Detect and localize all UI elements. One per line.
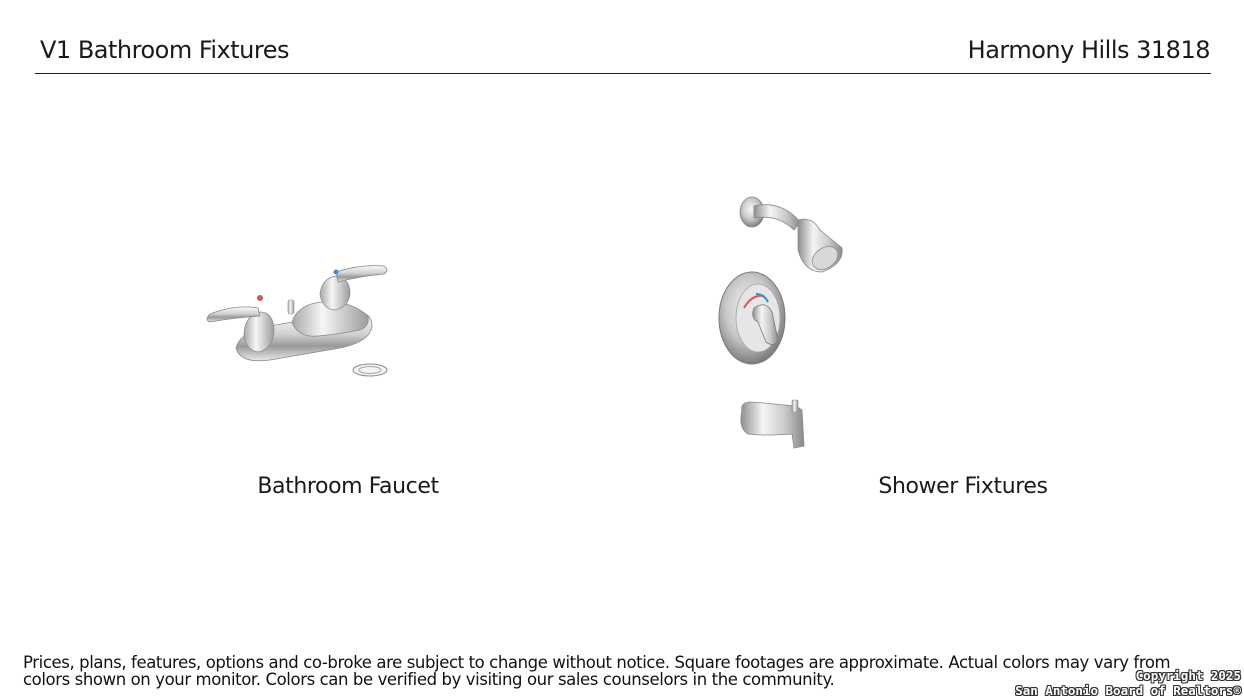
page-title: V1 Bathroom Fixtures [40, 36, 289, 64]
fixture-caption-faucet: Bathroom Faucet [257, 474, 439, 499]
fixture-caption-shower: Shower Fixtures [878, 474, 1048, 499]
community-label: Harmony Hills 31818 [967, 36, 1210, 64]
shower-fixtures-image [712, 190, 852, 452]
bathroom-faucet-image [200, 260, 395, 382]
header-divider [35, 73, 1211, 74]
disclaimer-text: Prices, plans, features, options and co-broke are subject to change without notice. Square footages are approximate. Actual colors may vary from colors shown on your monitor. Colors can be verified by visiting our sales counselors in the community. [23, 653, 1171, 689]
copyright-watermark [1015, 668, 1241, 698]
copyright-line-board: San Antonio Board of Realtors® [1015, 683, 1241, 698]
copyright-line-year: Copyright 2025 [1135, 668, 1241, 683]
